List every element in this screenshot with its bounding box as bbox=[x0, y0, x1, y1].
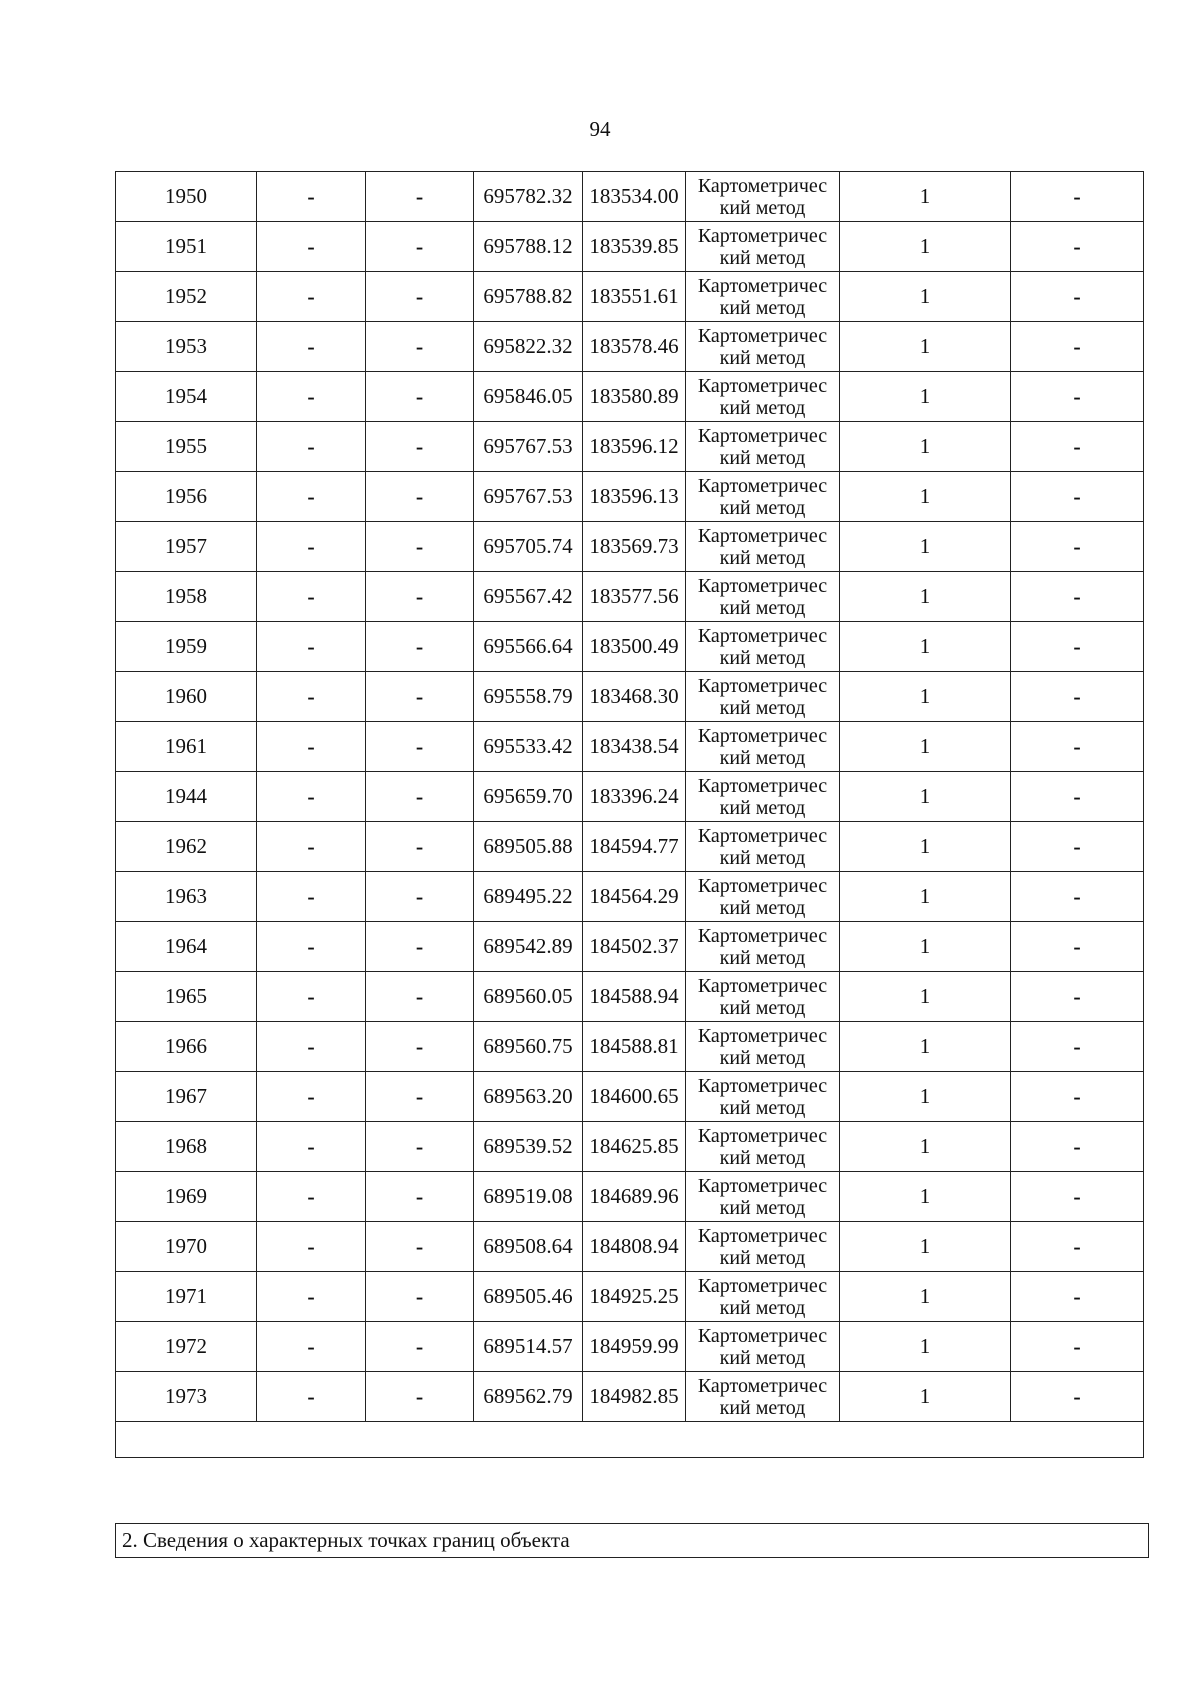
accuracy-cell: 1 bbox=[840, 1322, 1011, 1372]
x-coordinate-cell: 689505.88 bbox=[474, 822, 583, 872]
y-coordinate-cell: 184502.37 bbox=[583, 922, 686, 972]
method-cell bbox=[686, 472, 840, 522]
point-number-cell: 1959 bbox=[116, 622, 257, 672]
accuracy-cell: 1 bbox=[840, 1122, 1011, 1172]
x-coordinate-cell: 695788.82 bbox=[474, 272, 583, 322]
method-cell bbox=[686, 272, 840, 322]
table-row bbox=[116, 772, 1144, 822]
x-coordinate-cell: 689495.22 bbox=[474, 872, 583, 922]
point-number-cell: 1957 bbox=[116, 522, 257, 572]
x-coordinate-cell: 695566.64 bbox=[474, 622, 583, 672]
point-number-cell: 1965 bbox=[116, 972, 257, 1022]
point-number-cell: 1958 bbox=[116, 572, 257, 622]
method-line-2: кий метод bbox=[719, 1396, 806, 1419]
accuracy-cell: 1 bbox=[840, 1172, 1011, 1222]
dash-cell: - bbox=[257, 1372, 366, 1422]
point-number-cell: 1968 bbox=[116, 1122, 257, 1172]
y-coordinate-cell: 184982.85 bbox=[583, 1372, 686, 1422]
table-row bbox=[116, 1322, 1144, 1372]
dash-cell: - bbox=[366, 172, 474, 222]
dash-cell: - bbox=[366, 522, 474, 572]
dash-cell: - bbox=[1011, 172, 1144, 222]
x-coordinate-cell: 695558.79 bbox=[474, 672, 583, 722]
method-line-1: Картометричес bbox=[697, 1274, 828, 1297]
dash-cell: - bbox=[257, 622, 366, 672]
method-line-1: Картометричес bbox=[697, 874, 828, 897]
y-coordinate-cell: 184689.96 bbox=[583, 1172, 686, 1222]
accuracy-cell: 1 bbox=[840, 272, 1011, 322]
method-line-1: Картометричес bbox=[697, 224, 828, 247]
y-coordinate-cell: 183578.46 bbox=[583, 322, 686, 372]
y-coordinate-cell: 183580.89 bbox=[583, 372, 686, 422]
method-cell bbox=[686, 672, 840, 722]
method-line-2: кий метод bbox=[719, 1096, 806, 1119]
point-number-cell: 1972 bbox=[116, 1322, 257, 1372]
table-row bbox=[116, 822, 1144, 872]
method-line-2: кий метод bbox=[719, 896, 806, 919]
method-cell bbox=[686, 972, 840, 1022]
method-line-2: кий метод bbox=[719, 1146, 806, 1169]
dash-cell: - bbox=[257, 822, 366, 872]
x-coordinate-cell: 695767.53 bbox=[474, 472, 583, 522]
accuracy-cell: 1 bbox=[840, 322, 1011, 372]
dash-cell: - bbox=[366, 222, 474, 272]
point-number-cell: 1966 bbox=[116, 1022, 257, 1072]
empty-table-row bbox=[116, 1422, 1144, 1458]
accuracy-cell: 1 bbox=[840, 822, 1011, 872]
point-number-cell: 1953 bbox=[116, 322, 257, 372]
point-number-cell: 1970 bbox=[116, 1222, 257, 1272]
dash-cell: - bbox=[257, 222, 366, 272]
method-line-2: кий метод bbox=[719, 1196, 806, 1219]
method-line-1: Картометричес bbox=[697, 524, 828, 547]
accuracy-cell: 1 bbox=[840, 522, 1011, 572]
y-coordinate-cell: 183539.85 bbox=[583, 222, 686, 272]
accuracy-cell: 1 bbox=[840, 772, 1011, 822]
x-coordinate-cell: 695567.42 bbox=[474, 572, 583, 622]
method-line-1: Картометричес bbox=[697, 1324, 828, 1347]
dash-cell: - bbox=[366, 322, 474, 372]
accuracy-cell: 1 bbox=[840, 1272, 1011, 1322]
table-row bbox=[116, 972, 1144, 1022]
method-line-2: кий метод bbox=[719, 846, 806, 869]
method-line-2: кий метод bbox=[719, 646, 806, 669]
dash-cell: - bbox=[1011, 772, 1144, 822]
method-line-1: Картометричес bbox=[697, 324, 828, 347]
dash-cell: - bbox=[257, 1172, 366, 1222]
dash-cell: - bbox=[366, 1222, 474, 1272]
table-row bbox=[116, 322, 1144, 372]
dash-cell: - bbox=[1011, 1322, 1144, 1372]
method-line-2: кий метод bbox=[719, 1046, 806, 1069]
dash-cell: - bbox=[257, 1322, 366, 1372]
y-coordinate-cell: 183551.61 bbox=[583, 272, 686, 322]
point-number-cell: 1950 bbox=[116, 172, 257, 222]
dash-cell: - bbox=[366, 572, 474, 622]
method-line-2: кий метод bbox=[719, 196, 806, 219]
dash-cell: - bbox=[1011, 722, 1144, 772]
method-line-2: кий метод bbox=[719, 346, 806, 369]
x-coordinate-cell: 689514.57 bbox=[474, 1322, 583, 1372]
accuracy-cell: 1 bbox=[840, 1022, 1011, 1072]
method-line-1: Картометричес bbox=[697, 274, 828, 297]
point-number-cell: 1964 bbox=[116, 922, 257, 972]
method-line-1: Картометричес bbox=[697, 774, 828, 797]
x-coordinate-cell: 695659.70 bbox=[474, 772, 583, 822]
method-line-1: Картометричес bbox=[697, 1224, 828, 1247]
point-number-cell: 1951 bbox=[116, 222, 257, 272]
y-coordinate-cell: 184959.99 bbox=[583, 1322, 686, 1372]
y-coordinate-cell: 184564.29 bbox=[583, 872, 686, 922]
method-line-2: кий метод bbox=[719, 996, 806, 1019]
dash-cell: - bbox=[257, 872, 366, 922]
dash-cell: - bbox=[1011, 622, 1144, 672]
y-coordinate-cell: 183534.00 bbox=[583, 172, 686, 222]
point-number-cell: 1954 bbox=[116, 372, 257, 422]
method-cell bbox=[686, 722, 840, 772]
table-row bbox=[116, 422, 1144, 472]
table-row bbox=[116, 1372, 1144, 1422]
dash-cell: - bbox=[257, 322, 366, 372]
method-line-1: Картометричес bbox=[697, 974, 828, 997]
dash-cell: - bbox=[257, 272, 366, 322]
dash-cell: - bbox=[366, 1122, 474, 1172]
dash-cell: - bbox=[366, 1022, 474, 1072]
dash-cell: - bbox=[366, 772, 474, 822]
accuracy-cell: 1 bbox=[840, 422, 1011, 472]
method-cell bbox=[686, 222, 840, 272]
dash-cell: - bbox=[257, 1122, 366, 1172]
dash-cell: - bbox=[366, 422, 474, 472]
x-coordinate-cell: 695782.32 bbox=[474, 172, 583, 222]
method-cell bbox=[686, 922, 840, 972]
method-cell bbox=[686, 1072, 840, 1122]
method-cell bbox=[686, 1122, 840, 1172]
dash-cell: - bbox=[1011, 472, 1144, 522]
dash-cell: - bbox=[1011, 1222, 1144, 1272]
y-coordinate-cell: 183596.12 bbox=[583, 422, 686, 472]
dash-cell: - bbox=[257, 522, 366, 572]
table-row bbox=[116, 722, 1144, 772]
x-coordinate-cell: 689508.64 bbox=[474, 1222, 583, 1272]
y-coordinate-cell: 184588.94 bbox=[583, 972, 686, 1022]
dash-cell: - bbox=[366, 1372, 474, 1422]
dash-cell: - bbox=[366, 1322, 474, 1372]
method-cell bbox=[686, 1372, 840, 1422]
dash-cell: - bbox=[366, 722, 474, 772]
point-number-cell: 1973 bbox=[116, 1372, 257, 1422]
table-row bbox=[116, 1222, 1144, 1272]
y-coordinate-cell: 184625.85 bbox=[583, 1122, 686, 1172]
method-line-1: Картометричес bbox=[697, 574, 828, 597]
method-line-2: кий метод bbox=[719, 1296, 806, 1319]
dash-cell: - bbox=[257, 472, 366, 522]
table-row bbox=[116, 622, 1144, 672]
x-coordinate-cell: 695533.42 bbox=[474, 722, 583, 772]
x-coordinate-cell: 689563.20 bbox=[474, 1072, 583, 1122]
table-row bbox=[116, 572, 1144, 622]
point-number-cell: 1955 bbox=[116, 422, 257, 472]
method-line-1: Картометричес bbox=[697, 1124, 828, 1147]
dash-cell: - bbox=[1011, 922, 1144, 972]
method-line-2: кий метод bbox=[719, 1246, 806, 1269]
table-row bbox=[116, 522, 1144, 572]
dash-cell: - bbox=[366, 672, 474, 722]
method-line-1: Картометричес bbox=[697, 624, 828, 647]
method-line-2: кий метод bbox=[719, 246, 806, 269]
method-line-1: Картометричес bbox=[697, 374, 828, 397]
dash-cell: - bbox=[257, 722, 366, 772]
dash-cell: - bbox=[257, 1022, 366, 1072]
accuracy-cell: 1 bbox=[840, 222, 1011, 272]
page-number: 94 bbox=[589, 117, 611, 141]
dash-cell: - bbox=[366, 972, 474, 1022]
dash-cell: - bbox=[366, 1172, 474, 1222]
method-line-2: кий метод bbox=[719, 396, 806, 419]
accuracy-cell: 1 bbox=[840, 472, 1011, 522]
dash-cell: - bbox=[257, 1222, 366, 1272]
dash-cell: - bbox=[257, 372, 366, 422]
method-line-1: Картометричес bbox=[697, 1374, 828, 1397]
dash-cell: - bbox=[257, 422, 366, 472]
point-number-cell: 1961 bbox=[116, 722, 257, 772]
y-coordinate-cell: 183596.13 bbox=[583, 472, 686, 522]
method-line-1: Картометричес bbox=[697, 1174, 828, 1197]
dash-cell: - bbox=[1011, 422, 1144, 472]
x-coordinate-cell: 695822.32 bbox=[474, 322, 583, 372]
dash-cell: - bbox=[1011, 522, 1144, 572]
method-cell bbox=[686, 422, 840, 472]
table-row bbox=[116, 1072, 1144, 1122]
y-coordinate-cell: 184925.25 bbox=[583, 1272, 686, 1322]
section-heading-text: 2. Сведения о характерных точках границ объекта bbox=[122, 1528, 570, 1552]
y-coordinate-cell: 184600.65 bbox=[583, 1072, 686, 1122]
dash-cell: - bbox=[257, 1272, 366, 1322]
method-cell bbox=[686, 822, 840, 872]
table-row bbox=[116, 172, 1144, 222]
dash-cell: - bbox=[1011, 822, 1144, 872]
dash-cell: - bbox=[1011, 972, 1144, 1022]
dash-cell: - bbox=[1011, 1272, 1144, 1322]
dash-cell: - bbox=[1011, 322, 1144, 372]
method-line-2: кий метод bbox=[719, 796, 806, 819]
method-line-1: Картометричес bbox=[697, 674, 828, 697]
point-number-cell: 1962 bbox=[116, 822, 257, 872]
method-line-2: кий метод bbox=[719, 296, 806, 319]
y-coordinate-cell: 184808.94 bbox=[583, 1222, 686, 1272]
dash-cell: - bbox=[1011, 1072, 1144, 1122]
accuracy-cell: 1 bbox=[840, 672, 1011, 722]
table-row bbox=[116, 222, 1144, 272]
table-row bbox=[116, 1172, 1144, 1222]
dash-cell: - bbox=[1011, 1022, 1144, 1072]
accuracy-cell: 1 bbox=[840, 872, 1011, 922]
dash-cell: - bbox=[257, 772, 366, 822]
method-line-2: кий метод bbox=[719, 596, 806, 619]
x-coordinate-cell: 695846.05 bbox=[474, 372, 583, 422]
empty-cell bbox=[116, 1422, 1144, 1458]
y-coordinate-cell: 183569.73 bbox=[583, 522, 686, 572]
x-coordinate-cell: 689539.52 bbox=[474, 1122, 583, 1172]
method-cell bbox=[686, 1222, 840, 1272]
method-line-1: Картометричес bbox=[697, 1024, 828, 1047]
method-line-2: кий метод bbox=[719, 546, 806, 569]
y-coordinate-cell: 183468.30 bbox=[583, 672, 686, 722]
dash-cell: - bbox=[366, 472, 474, 522]
method-cell bbox=[686, 772, 840, 822]
x-coordinate-cell: 689562.79 bbox=[474, 1372, 583, 1422]
method-cell bbox=[686, 372, 840, 422]
method-line-1: Картометричес bbox=[697, 174, 828, 197]
method-line-1: Картометричес bbox=[697, 474, 828, 497]
table-row bbox=[116, 372, 1144, 422]
accuracy-cell: 1 bbox=[840, 572, 1011, 622]
dash-cell: - bbox=[257, 972, 366, 1022]
dash-cell: - bbox=[1011, 672, 1144, 722]
dash-cell: - bbox=[1011, 1172, 1144, 1222]
dash-cell: - bbox=[257, 1072, 366, 1122]
method-cell bbox=[686, 872, 840, 922]
method-line-1: Картометричес bbox=[697, 924, 828, 947]
dash-cell: - bbox=[366, 872, 474, 922]
dash-cell: - bbox=[366, 372, 474, 422]
x-coordinate-cell: 689542.89 bbox=[474, 922, 583, 972]
accuracy-cell: 1 bbox=[840, 1222, 1011, 1272]
dash-cell: - bbox=[257, 572, 366, 622]
y-coordinate-cell: 183500.49 bbox=[583, 622, 686, 672]
dash-cell: - bbox=[366, 1272, 474, 1322]
table-row bbox=[116, 1122, 1144, 1172]
point-number-cell: 1967 bbox=[116, 1072, 257, 1122]
y-coordinate-cell: 183577.56 bbox=[583, 572, 686, 622]
y-coordinate-cell: 184588.81 bbox=[583, 1022, 686, 1072]
method-line-1: Картометричес bbox=[697, 724, 828, 747]
dash-cell: - bbox=[1011, 222, 1144, 272]
accuracy-cell: 1 bbox=[840, 372, 1011, 422]
method-line-1: Картометричес bbox=[697, 1074, 828, 1097]
method-cell bbox=[686, 322, 840, 372]
table-row bbox=[116, 672, 1144, 722]
dash-cell: - bbox=[366, 822, 474, 872]
accuracy-cell: 1 bbox=[840, 172, 1011, 222]
accuracy-cell: 1 bbox=[840, 972, 1011, 1022]
dash-cell: - bbox=[257, 922, 366, 972]
table-row bbox=[116, 472, 1144, 522]
accuracy-cell: 1 bbox=[840, 1372, 1011, 1422]
method-line-2: кий метод bbox=[719, 746, 806, 769]
dash-cell: - bbox=[257, 172, 366, 222]
dash-cell: - bbox=[1011, 272, 1144, 322]
dash-cell: - bbox=[257, 672, 366, 722]
method-line-2: кий метод bbox=[719, 446, 806, 469]
method-cell bbox=[686, 622, 840, 672]
method-line-1: Картометричес bbox=[697, 824, 828, 847]
method-cell bbox=[686, 1172, 840, 1222]
table-row bbox=[116, 272, 1144, 322]
y-coordinate-cell: 183396.24 bbox=[583, 772, 686, 822]
method-cell bbox=[686, 172, 840, 222]
dash-cell: - bbox=[1011, 372, 1144, 422]
x-coordinate-cell: 695705.74 bbox=[474, 522, 583, 572]
dash-cell: - bbox=[366, 922, 474, 972]
dash-cell: - bbox=[1011, 1372, 1144, 1422]
point-number-cell: 1944 bbox=[116, 772, 257, 822]
coordinates-table bbox=[115, 171, 1144, 1458]
method-line-2: кий метод bbox=[719, 696, 806, 719]
dash-cell: - bbox=[366, 1072, 474, 1122]
table-row bbox=[116, 1022, 1144, 1072]
point-number-cell: 1960 bbox=[116, 672, 257, 722]
dash-cell: - bbox=[1011, 872, 1144, 922]
method-line-1: Картометричес bbox=[697, 424, 828, 447]
x-coordinate-cell: 695788.12 bbox=[474, 222, 583, 272]
dash-cell: - bbox=[366, 272, 474, 322]
method-cell bbox=[686, 1322, 840, 1372]
point-number-cell: 1969 bbox=[116, 1172, 257, 1222]
point-number-cell: 1971 bbox=[116, 1272, 257, 1322]
dash-cell: - bbox=[1011, 1122, 1144, 1172]
y-coordinate-cell: 183438.54 bbox=[583, 722, 686, 772]
x-coordinate-cell: 689505.46 bbox=[474, 1272, 583, 1322]
point-number-cell: 1956 bbox=[116, 472, 257, 522]
x-coordinate-cell: 689519.08 bbox=[474, 1172, 583, 1222]
table-row bbox=[116, 1272, 1144, 1322]
x-coordinate-cell: 689560.05 bbox=[474, 972, 583, 1022]
point-number-cell: 1952 bbox=[116, 272, 257, 322]
method-cell bbox=[686, 1272, 840, 1322]
accuracy-cell: 1 bbox=[840, 922, 1011, 972]
accuracy-cell: 1 bbox=[840, 1072, 1011, 1122]
dash-cell: - bbox=[1011, 572, 1144, 622]
coordinates-table-body bbox=[116, 172, 1144, 1458]
method-line-2: кий метод bbox=[719, 1346, 806, 1369]
x-coordinate-cell: 695767.53 bbox=[474, 422, 583, 472]
table-row bbox=[116, 922, 1144, 972]
dash-cell: - bbox=[366, 622, 474, 672]
x-coordinate-cell: 689560.75 bbox=[474, 1022, 583, 1072]
method-cell bbox=[686, 522, 840, 572]
method-line-2: кий метод bbox=[719, 946, 806, 969]
method-line-2: кий метод bbox=[719, 496, 806, 519]
method-cell bbox=[686, 1022, 840, 1072]
table-row bbox=[116, 872, 1144, 922]
y-coordinate-cell: 184594.77 bbox=[583, 822, 686, 872]
section-heading bbox=[115, 1523, 1149, 1558]
method-cell bbox=[686, 572, 840, 622]
point-number-cell: 1963 bbox=[116, 872, 257, 922]
accuracy-cell: 1 bbox=[840, 622, 1011, 672]
accuracy-cell: 1 bbox=[840, 722, 1011, 772]
